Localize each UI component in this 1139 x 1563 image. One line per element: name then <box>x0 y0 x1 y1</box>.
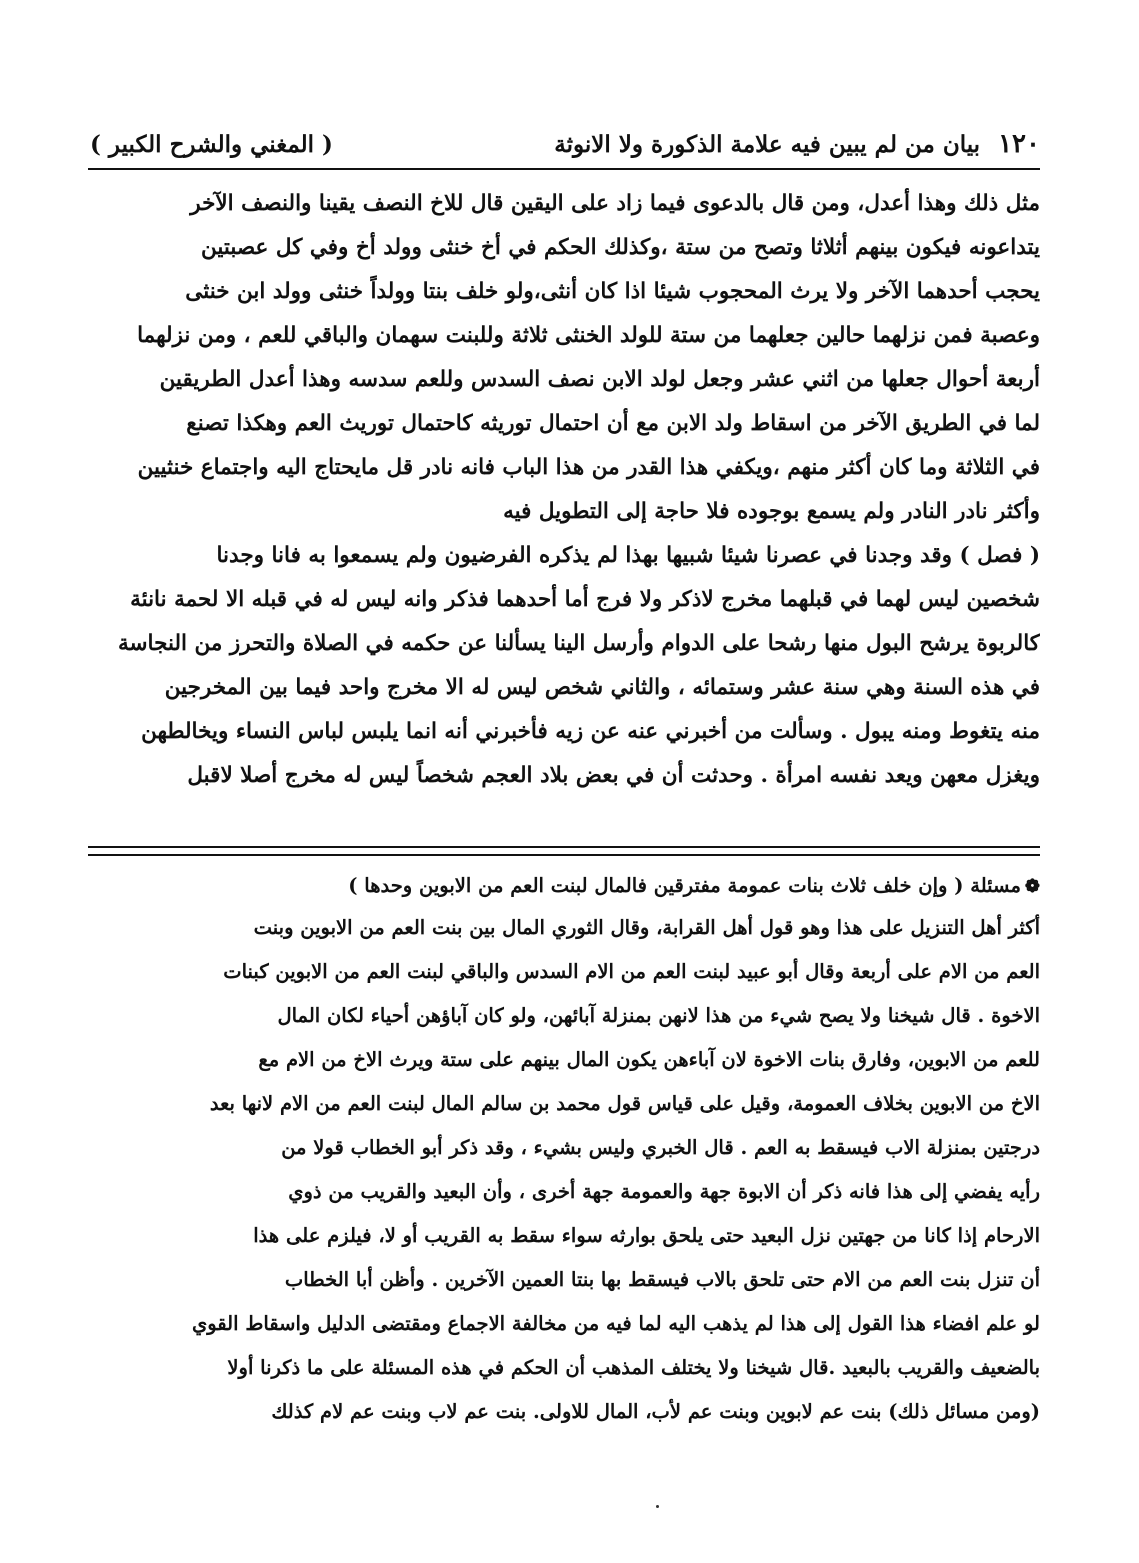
commentary-heading-line <box>80 866 1040 906</box>
text-line: شخصين ليس لهما في قبلهما مخرج لاذكر ولا فرج أما أحدهما فذكر وانه ليس له في قبله الا لحمة نانئة <box>130 587 1040 612</box>
text-line: يحجب أحدهما الآخر ولا يرث المحجوب شيئا اذا كان أنثى،ولو خلف بنتا وولداً خنثى وولد ابن خنثى <box>185 279 1040 304</box>
commentary-line: درجتين بمنزلة الاب فيسقط به العم . قال الخبري وليس بشيء ، وقد ذكر أبو الخطاب قولا من <box>281 1136 1040 1159</box>
header-divider <box>88 168 1040 170</box>
text-line: لما في الطريق الآخر من اسقاط ولد الابن مع أن احتمال توريثه كاحتمال توريث العم وهكذا تصنع <box>186 411 1040 436</box>
text-line: كالربوة يرشح البول منها رشحا على الدوام وأرسل الينا يسألنا عن حكمه في الصلاة والتحرز من النجاسة <box>118 631 1040 656</box>
commentary-line: أن تنزل بنت العم من الام حتى تلحق بالاب فيسقط بها بنتا العمين الآخرين . وأظن أبا الخطاب <box>284 1268 1040 1291</box>
commentary-line: العم من الام على أربعة وقال أبو عبيد لبنت العم من الام السدس والباقي لبنت العم من الابوين كبنات <box>223 960 1040 983</box>
text-line: ويغزل معهن ويعد نفسه امرأة . وحدثت أن في بعض بلاد العجم شخصاً ليس له مخرج أصلا لاقبل <box>187 763 1040 788</box>
commentary-line: بالضعيف والقريب بالبعيد .قال شيخنا ولا يختلف المذهب أن الحكم في هذه المسئلة على ما ذكرنا أولا <box>227 1356 1040 1379</box>
commentary-line: لو علم افضاء هذا القول إلى هذا لم يذهب اليه لما فيه من مخالفة الاجماع ومقتضى الدليل واسقاط القوي <box>191 1312 1040 1335</box>
text-line: يتداعونه فيكون بينهم أثلاثا وتصح من ستة ،وكذلك الحكم في أخ خنثى وولد أخ وفي كل عصبتين <box>201 235 1040 260</box>
page-header <box>90 122 1040 166</box>
text-line: ( فصل ) وقد وجدنا في عصرنا شيئا شبيها بهذا لم يذكره الفرضيون ولم يسمعوا به فانا وجدنا <box>216 543 1040 568</box>
commentary-line: أكثر أهل التنزيل على هذا وهو قول أهل القرابة، وقال الثوري المال بين بنت العم من الابوين وبنت <box>253 916 1040 939</box>
text-line: وعصبة فمن نزلهما حالين جعلهما من ستة للولد الخنثى ثلاثة وللبنت سهمان والباقي للعم ، ومن نزلهما <box>137 323 1040 348</box>
floral-ornament-icon: ❁ <box>1024 876 1040 897</box>
text-line: في هذه السنة وهي سنة عشر وستمائه ، والثاني شخص ليس له الا مخرج واحد فيما بين المخرجين <box>164 675 1040 700</box>
text-line: مثل ذلك وهذا أعدل، ومن قال بالدعوى فيما زاد على اليقين قال للاخ النصف يقينا والنصف الآخر <box>190 191 1040 216</box>
page-title: بيان من لم يبين فيه علامة الذكورة ولا الانوثة <box>554 130 981 158</box>
text-line: أربعة أحوال جعلها من اثني عشر وجعل لولد الابن نصف السدس وللعم سدسه وهذا أعدل الطريقين <box>159 367 1040 392</box>
commentary-block <box>80 866 1040 1434</box>
text-line: منه يتغوط ومنه يبول . وسألت من أخبرني عنه عن زيه فأخبرني أنه انما يلبس لباس النساء ويخالطهن <box>141 719 1040 744</box>
commentary-line: الاخوة . قال شيخنا ولا يصح شيء من هذا لانهن بمنزلة آبائهن، ولو كان آباؤهن أحياء لكان المال <box>277 1004 1040 1027</box>
commentary-line: (ومن مسائل ذلك) بنت عم لابوين وبنت عم لأب، المال للاولى. بنت عم لاب وبنت عم لام كذلك <box>271 1400 1040 1423</box>
commentary-line: للعم من الابوين، وفارق بنات الاخوة لان آباءهن يكون المال بينهم على ستة ويرث الاخ من الام مع <box>258 1048 1040 1071</box>
main-text-block <box>80 182 1040 798</box>
text-line: في الثلاثة وما كان أكثر منهم ،ويكفي هذا القدر من هذا الباب فانه نادر قل مايحتاج اليه واجتماع خنثيين <box>137 455 1040 480</box>
section-divider <box>88 846 1040 856</box>
commentary-line: الارحام إذا كانا من جهتين نزل البعيد حتى يلحق بوارثه سواء سقط به القريب أو لا، فيلزم على هذا <box>253 1224 1040 1247</box>
text-line: وأكثر نادر النادر ولم يسمع بوجوده فلا حاجة إلى التطويل فيه <box>503 499 1040 524</box>
page-number: ١٢٠ <box>998 129 1040 159</box>
commentary-line: الاخ من الابوين بخلاف العمومة، وقيل على قياس قول محمد بن سالم المال لبنت العم من الام لانها بعد <box>209 1092 1040 1115</box>
book-title: ( المغني والشرح الكبير ) <box>90 130 333 158</box>
commentary-heading: مسئلة ( وإن خلف ثلاث بنات عمومة مفترقين فالمال لبنت العم من الابوين وحدها ) <box>348 874 1021 897</box>
commentary-line: رأيه يفضي إلى هذا فانه ذكر أن الابوة جهة والعمومة جهة أخرى ، وأن البعيد والقريب من ذوي <box>288 1180 1040 1203</box>
stray-mark <box>656 1505 659 1508</box>
